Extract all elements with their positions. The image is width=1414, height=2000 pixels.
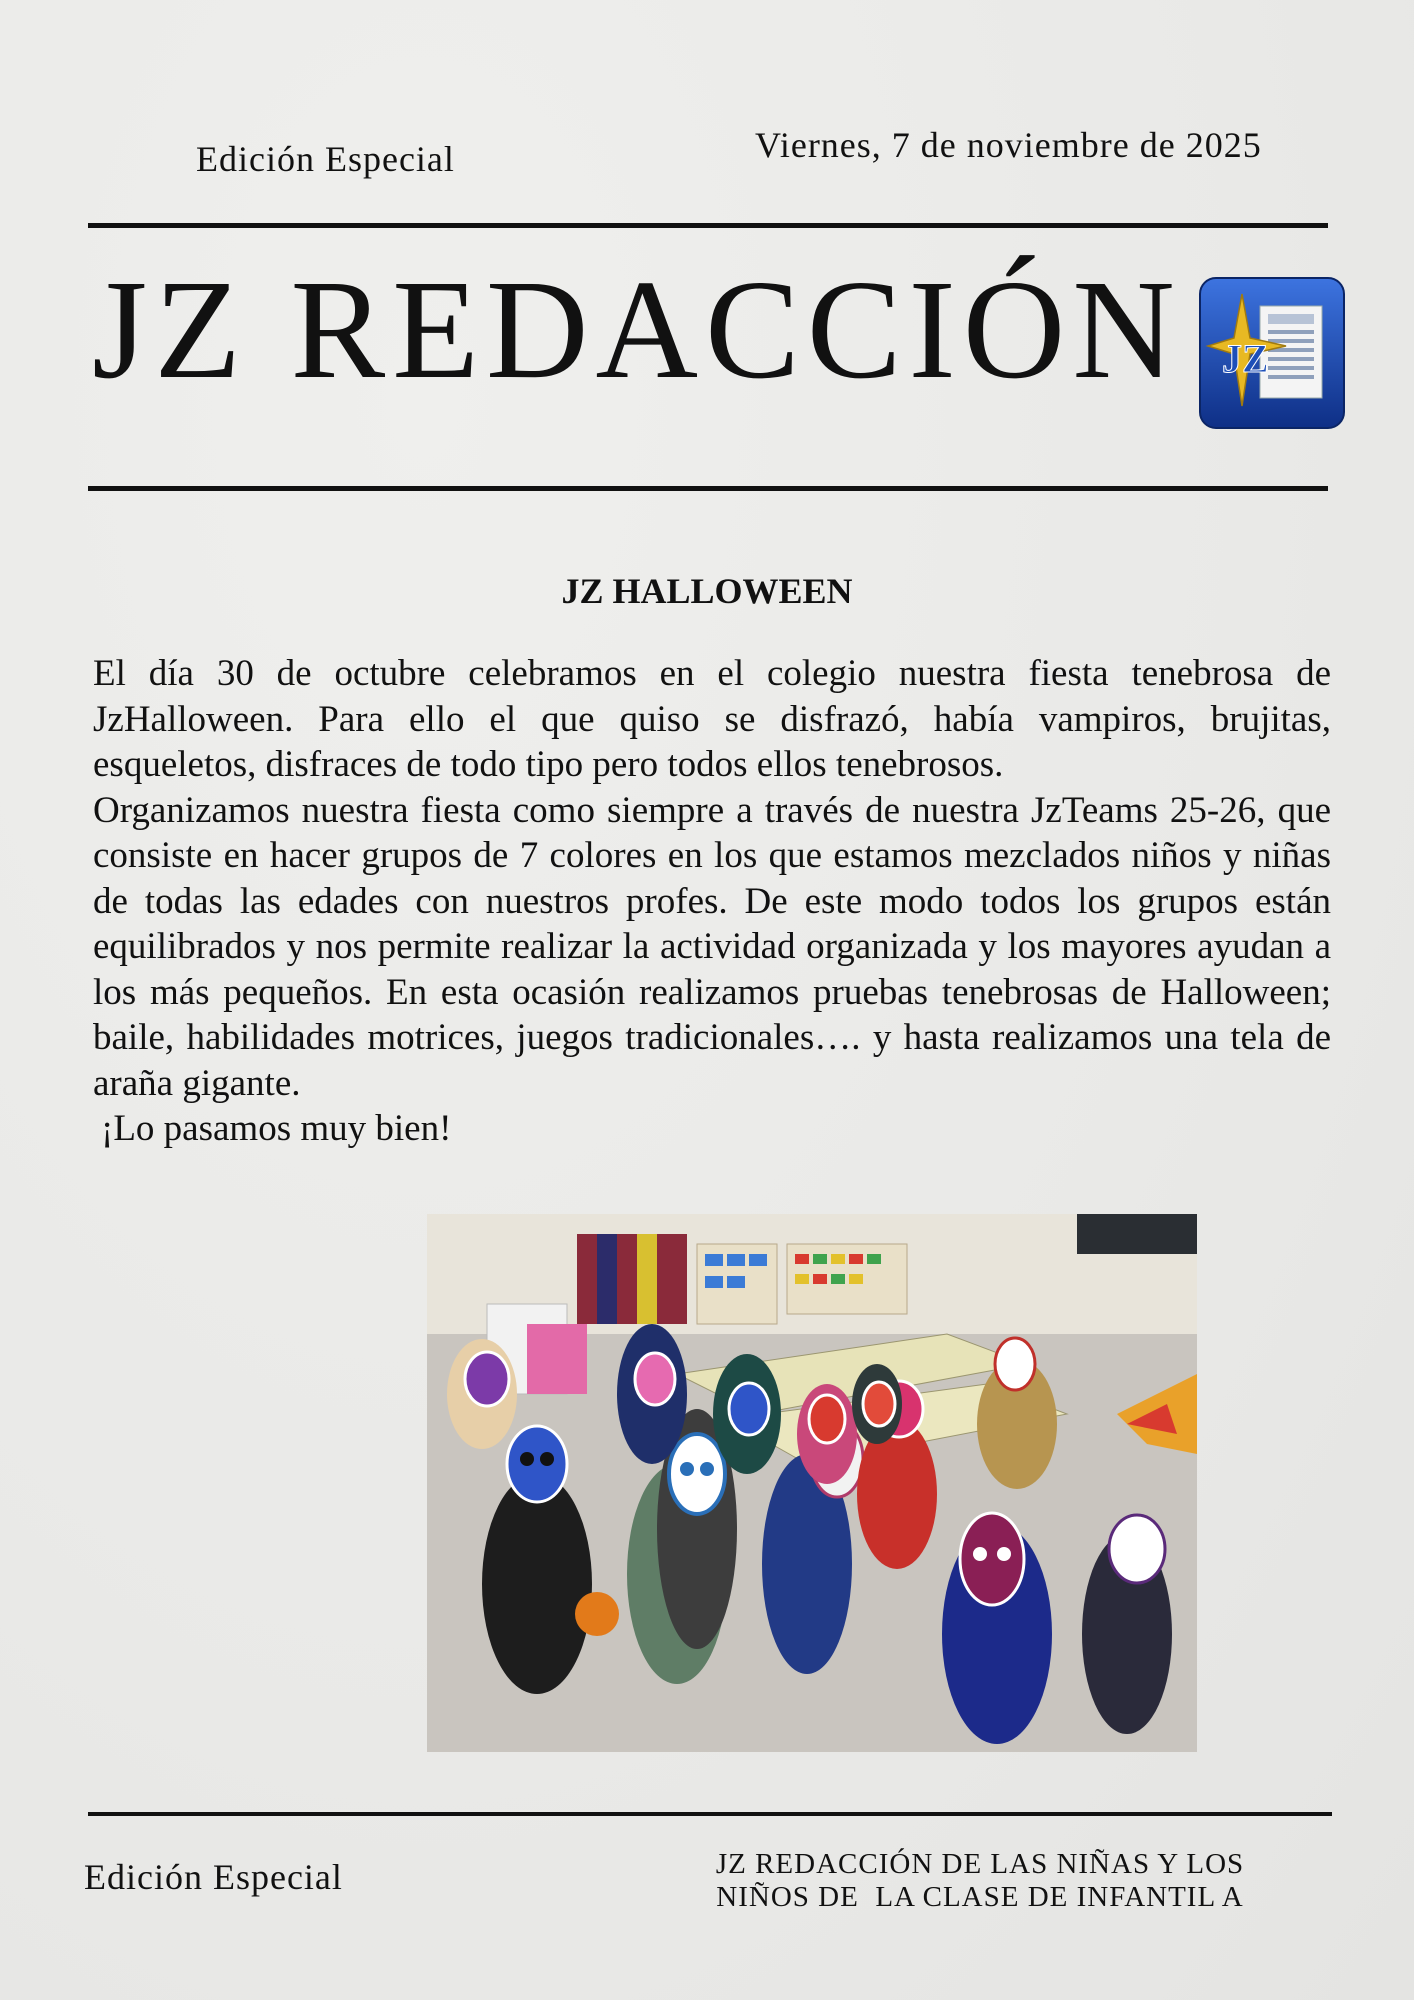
article-headline: JZ HALLOWEEN [561,571,853,611]
masthead-title: JZ REDACCIÓN [92,250,1182,408]
footer-divider [88,1812,1332,1816]
publication-date: Viernes, 7 de noviembre de 2025 [755,125,1262,165]
top-divider [88,223,1328,228]
article-body [93,651,1331,1152]
article-closing-line: ¡Lo pasamos muy bien! [101,1108,452,1149]
article-paragraph-2: Organizamos nuestra fiesta como siempre a través de nuestra JzTeams 25-26, que consiste en hacer grupos de 7 colores en los que estamos mezclados niños y niñas de todas las edades con nuestros profes. De este modo todos los grupos están equilibrados y nos permite realizar la actividad organizada y los mayores ayudan a los más pequeños. En esta ocasión realizamos pruebas tenebrosas de Halloween; baile, habilidades motrices, juegos tradicionales…. y hasta realizamos una tela de araña gigante. [93,789,1331,1104]
edition-label-top: Edición Especial [196,139,455,179]
class-credit-line-2: NIÑOS DE LA CLASE DE INFANTIL A [716,1881,1244,1913]
edition-label-bottom: Edición Especial [84,1857,343,1897]
masthead-divider [88,486,1328,491]
jz-newspaper-logo-icon [1198,276,1346,430]
class-credit [660,1848,1300,1914]
halloween-class-photo [427,1214,1197,1752]
class-credit-line-1: JZ REDACCIÓN DE LAS NIÑAS Y LOS [715,1848,1245,1880]
article-paragraph-1: El día 30 de octubre celebramos en el colegio nuestra fiesta tenebrosa de JzHalloween. Para ello el que quiso se disfrazó, había vampiros, brujitas, esqueletos, disfraces de todo tipo pero todos ellos tenebrosos. [93,653,1331,785]
logo-text: JZ [1222,336,1269,381]
